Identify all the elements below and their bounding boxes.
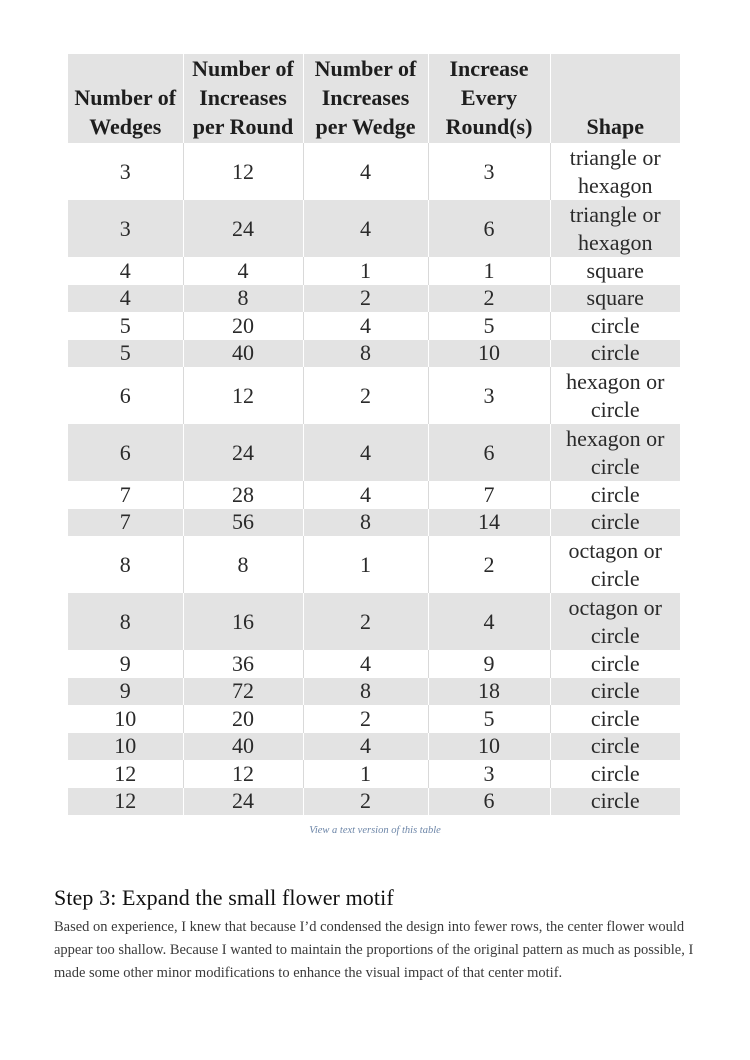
cell-shape: circle bbox=[550, 705, 680, 733]
cell-wedges: 5 bbox=[68, 340, 183, 368]
cell-per-round: 16 bbox=[183, 593, 303, 650]
cell-per-wedge: 1 bbox=[303, 760, 428, 788]
cell-shape: triangle or hexagon bbox=[550, 200, 680, 257]
cell-shape: hexagon or circle bbox=[550, 367, 680, 424]
cell-shape: circle bbox=[550, 340, 680, 368]
cell-per-round: 12 bbox=[183, 760, 303, 788]
table-row bbox=[68, 367, 680, 424]
cell-every: 14 bbox=[428, 509, 550, 537]
header-increases-per-wedge: Number of Increases per Wedge bbox=[303, 54, 428, 143]
cell-per-wedge: 4 bbox=[303, 143, 428, 200]
cell-every: 3 bbox=[428, 760, 550, 788]
cell-per-wedge: 2 bbox=[303, 593, 428, 650]
cell-per-round: 40 bbox=[183, 340, 303, 368]
text-version-link[interactable]: View a text version of this table bbox=[309, 825, 441, 836]
cell-every: 2 bbox=[428, 285, 550, 313]
cell-every: 2 bbox=[428, 536, 550, 593]
cell-per-round: 24 bbox=[183, 200, 303, 257]
cell-every: 7 bbox=[428, 481, 550, 509]
cell-every: 6 bbox=[428, 424, 550, 481]
cell-wedges: 3 bbox=[68, 200, 183, 257]
cell-per-round: 56 bbox=[183, 509, 303, 537]
cell-per-round: 4 bbox=[183, 257, 303, 285]
table-row bbox=[68, 481, 680, 509]
cell-shape: square bbox=[550, 257, 680, 285]
cell-per-round: 8 bbox=[183, 285, 303, 313]
cell-per-round: 24 bbox=[183, 424, 303, 481]
cell-per-wedge: 8 bbox=[303, 678, 428, 706]
cell-wedges: 12 bbox=[68, 788, 183, 816]
cell-per-wedge: 2 bbox=[303, 705, 428, 733]
table-row bbox=[68, 788, 680, 816]
cell-per-round: 20 bbox=[183, 312, 303, 340]
header-increases-per-round: Number of Increases per Round bbox=[183, 54, 303, 143]
cell-shape: circle bbox=[550, 678, 680, 706]
cell-per-wedge: 8 bbox=[303, 340, 428, 368]
table-row bbox=[68, 143, 680, 200]
cell-per-round: 8 bbox=[183, 536, 303, 593]
cell-wedges: 5 bbox=[68, 312, 183, 340]
table-body bbox=[68, 143, 680, 815]
cell-per-wedge: 8 bbox=[303, 509, 428, 537]
table-row bbox=[68, 593, 680, 650]
cell-per-wedge: 2 bbox=[303, 367, 428, 424]
table-row bbox=[68, 200, 680, 257]
cell-wedges: 10 bbox=[68, 733, 183, 761]
cell-shape: circle bbox=[550, 760, 680, 788]
cell-wedges: 4 bbox=[68, 257, 183, 285]
cell-shape: circle bbox=[550, 650, 680, 678]
cell-wedges: 10 bbox=[68, 705, 183, 733]
cell-every: 9 bbox=[428, 650, 550, 678]
cell-per-wedge: 2 bbox=[303, 285, 428, 313]
cell-per-wedge: 1 bbox=[303, 257, 428, 285]
cell-wedges: 7 bbox=[68, 509, 183, 537]
cell-shape: triangle or hexagon bbox=[550, 143, 680, 200]
cell-every: 6 bbox=[428, 200, 550, 257]
table-row bbox=[68, 312, 680, 340]
table-row bbox=[68, 536, 680, 593]
cell-wedges: 9 bbox=[68, 678, 183, 706]
header-shape: Shape bbox=[550, 54, 680, 143]
cell-per-round: 12 bbox=[183, 143, 303, 200]
cell-per-round: 36 bbox=[183, 650, 303, 678]
cell-every: 1 bbox=[428, 257, 550, 285]
table-row bbox=[68, 705, 680, 733]
cell-per-round: 20 bbox=[183, 705, 303, 733]
cell-shape: circle bbox=[550, 733, 680, 761]
table-row bbox=[68, 733, 680, 761]
cell-per-round: 24 bbox=[183, 788, 303, 816]
table-row bbox=[68, 678, 680, 706]
header-number-of-wedges: Number of Wedges bbox=[68, 54, 183, 143]
cell-shape: octagon or circle bbox=[550, 536, 680, 593]
cell-every: 4 bbox=[428, 593, 550, 650]
table-row bbox=[68, 285, 680, 313]
cell-wedges: 12 bbox=[68, 760, 183, 788]
cell-per-round: 72 bbox=[183, 678, 303, 706]
wedge-increase-table bbox=[68, 54, 680, 815]
table-row bbox=[68, 760, 680, 788]
cell-every: 5 bbox=[428, 312, 550, 340]
cell-wedges: 7 bbox=[68, 481, 183, 509]
cell-shape: hexagon or circle bbox=[550, 424, 680, 481]
cell-per-round: 12 bbox=[183, 367, 303, 424]
cell-per-wedge: 1 bbox=[303, 536, 428, 593]
cell-per-wedge: 4 bbox=[303, 650, 428, 678]
table-row bbox=[68, 340, 680, 368]
cell-every: 3 bbox=[428, 367, 550, 424]
cell-shape: circle bbox=[550, 509, 680, 537]
cell-per-wedge: 4 bbox=[303, 733, 428, 761]
cell-per-wedge: 2 bbox=[303, 788, 428, 816]
cell-shape: circle bbox=[550, 481, 680, 509]
cell-every: 10 bbox=[428, 733, 550, 761]
cell-wedges: 9 bbox=[68, 650, 183, 678]
cell-every: 10 bbox=[428, 340, 550, 368]
cell-wedges: 8 bbox=[68, 536, 183, 593]
cell-wedges: 6 bbox=[68, 367, 183, 424]
cell-every: 3 bbox=[428, 143, 550, 200]
cell-per-round: 28 bbox=[183, 481, 303, 509]
cell-every: 6 bbox=[428, 788, 550, 816]
step-heading: Step 3: Expand the small flower motif bbox=[54, 885, 394, 910]
cell-wedges: 3 bbox=[68, 143, 183, 200]
table-row bbox=[68, 424, 680, 481]
cell-shape: circle bbox=[550, 312, 680, 340]
table-row bbox=[68, 509, 680, 537]
cell-per-wedge: 4 bbox=[303, 424, 428, 481]
cell-per-wedge: 4 bbox=[303, 200, 428, 257]
cell-per-wedge: 4 bbox=[303, 312, 428, 340]
table-header-row bbox=[68, 54, 680, 143]
cell-shape: circle bbox=[550, 788, 680, 816]
cell-per-wedge: 4 bbox=[303, 481, 428, 509]
cell-wedges: 8 bbox=[68, 593, 183, 650]
cell-every: 18 bbox=[428, 678, 550, 706]
cell-shape: octagon or circle bbox=[550, 593, 680, 650]
cell-per-round: 40 bbox=[183, 733, 303, 761]
wedge-increase-table-container bbox=[68, 54, 680, 815]
cell-wedges: 6 bbox=[68, 424, 183, 481]
step-body-paragraph: Based on experience, I knew that because I’d condensed the design into fewer rows, the center flower would appear too shallow. Because I wanted to maintain the proportions of the original pattern as much as possible, I made some other minor modifications to enhance the visual impact of that center motif. bbox=[54, 919, 694, 981]
table-row bbox=[68, 650, 680, 678]
cell-shape: square bbox=[550, 285, 680, 313]
cell-every: 5 bbox=[428, 705, 550, 733]
table-row bbox=[68, 257, 680, 285]
cell-wedges: 4 bbox=[68, 285, 183, 313]
header-increase-every-rounds: Increase Every Round(s) bbox=[428, 54, 550, 143]
